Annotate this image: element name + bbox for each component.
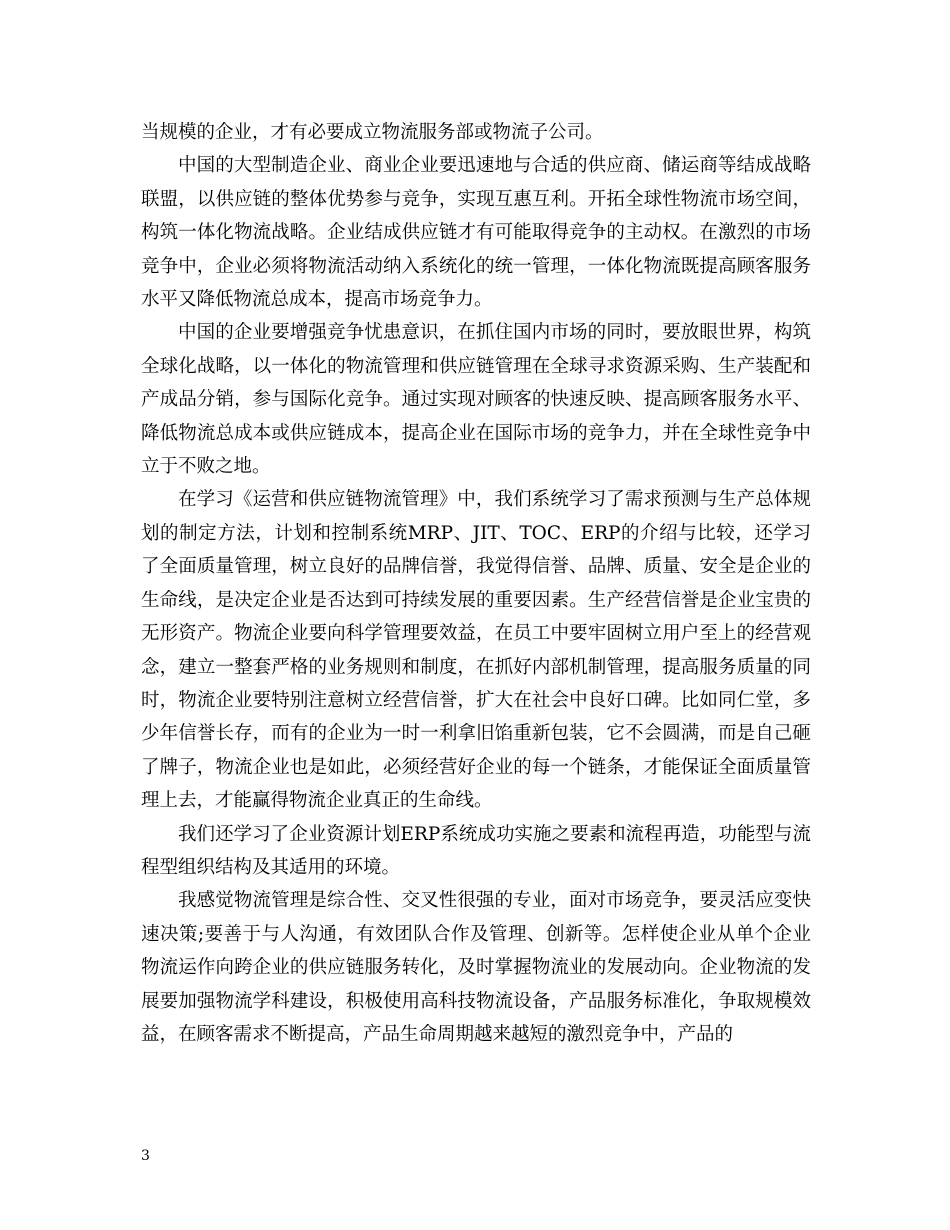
paragraph-1: 当规模的企业，才有必要成立物流服务部或物流子公司。 <box>141 122 604 143</box>
paragraph-4: 在学习《运营和供应链物流管理》中，我们系统学习了需求预测与生产总体规划的制定方法，计划和控制系统MRP、JIT、TOC、ERP的介绍与比较，还学习了全面质量管理，树立良好的品牌信誉，我觉得信誉、品牌、质量、安全是企业的生命线，是决定企业是否达到可持续发展的重要因素。生产经营信誉是企业宝贵的无形资产。物流企业要向科学管理要效益，在员工中要牢固树立用户至上的经营观念，建立一整套严格的业务规则和制度，在抓好内部机制管理，提高服务质量的同时，物流企业要特别注意树立经营信誉，扩大在社会中良好口碑。比如同仁堂，多少年信誉长存，而有的企业为一时一利拿旧馅重新包装，它不会圆满，而是自己砸了牌子，物流企业也是如此，必须经营好企业的每一个链条，才能保证全面质量管理上去，才能赢得物流企业真正的生命线。 <box>141 489 811 812</box>
document-body <box>141 116 811 1051</box>
paragraph-5: 我们还学习了企业资源计划ERP系统成功实施之要素和流程再造，功能型与流程型组织结构及其适用的环境。 <box>141 823 811 878</box>
paragraph-6: 我感觉物流管理是综合性、交叉性很强的专业，面对市场竞争，要灵活应变快速决策;要善于与人沟通，有效团队合作及管理、创新等。怎样使企业从单个企业物流运作向跨企业的供应链服务转化，及时掌握物流业的发展动向。企业物流的发展要加强物流学科建设，积极使用高科技物流设备，产品服务标准化，争取规模效益，在顾客需求不断提高，产品生命周期越来越短的激烈竞争中，产品的 <box>141 890 811 1045</box>
paragraph-2: 中国的大型制造企业、商业企业要迅速地与合适的供应商、储运商等结成战略联盟，以供应链的整体优势参与竞争，实现互惠互利。开拓全球性物流市场空间，构筑一体化物流战略。企业结成供应链才有可能取得竞争的主动权。在激烈的市场竞争中，企业必须将物流活动纳入系统化的统一管理，一体化物流既提高顾客服务水平又降低物流总成本，提高市场竞争力。 <box>141 155 811 311</box>
page-number: 3 <box>141 1148 150 1164</box>
paragraph-3: 中国的企业要增强竞争忧患意识，在抓住国内市场的同时，要放眼世界，构筑全球化战略，以一体化的物流管理和供应链管理在全球寻求资源采购、生产装配和产成品分销，参与国际化竞争。通过实现对顾客的快速反映、提高顾客服务水平、降低物流总成本或供应链成本，提高企业在国际市场的竞争力，并在全球性竞争中立于不败之地。 <box>141 322 811 478</box>
